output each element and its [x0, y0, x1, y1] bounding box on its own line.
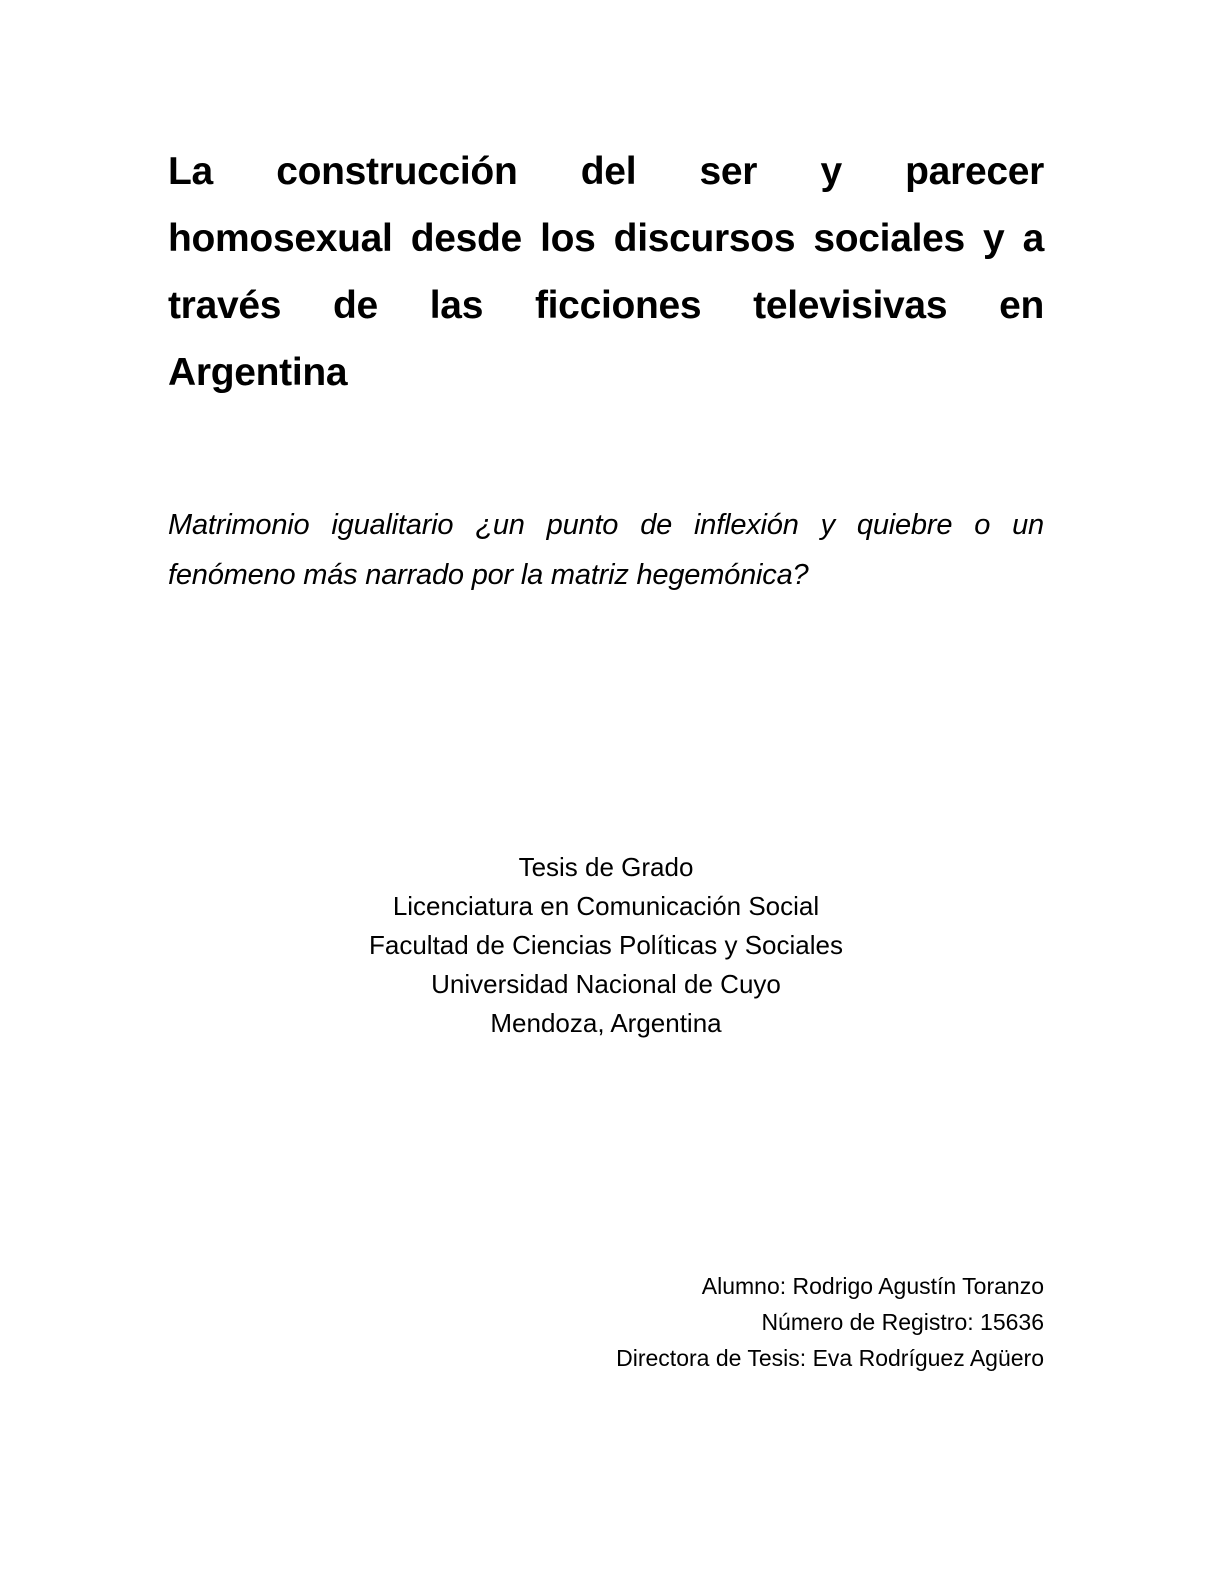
- thesis-subtitle: [168, 500, 1044, 600]
- faculty-name: Facultad de Ciencias Políticas y Sociales: [368, 930, 843, 960]
- thesis-director: Directora de Tesis: Eva Rodríguez Agüero: [616, 1345, 1044, 1371]
- thesis-subtitle-line: fenómeno más narrado por la matriz hegemónica?: [168, 559, 809, 591]
- institution-block: [168, 848, 1044, 1043]
- registration-number: Número de Registro: 15636: [761, 1309, 1044, 1335]
- thesis-title: [168, 138, 1044, 406]
- program-name: Licenciatura en Comunicación Social: [392, 891, 820, 921]
- credits-block: [168, 1268, 1044, 1376]
- degree-type: Tesis de Grado: [518, 852, 694, 882]
- student-name: Alumno: Rodrigo Agustín Toranzo: [701, 1273, 1044, 1299]
- thesis-title-line: La construcción del ser y parecer: [168, 150, 1044, 193]
- location: Mendoza, Argentina: [490, 1008, 722, 1038]
- university-name: Universidad Nacional de Cuyo: [431, 969, 781, 999]
- thesis-title-line: Argentina: [168, 351, 348, 394]
- thesis-title-line: homosexual desde los discursos sociales y a: [168, 217, 1044, 260]
- thesis-title-line: través de las ficciones televisivas en: [168, 284, 1044, 327]
- thesis-subtitle-line: Matrimonio igualitario ¿un punto de inflexión y quiebre o un: [168, 509, 1044, 541]
